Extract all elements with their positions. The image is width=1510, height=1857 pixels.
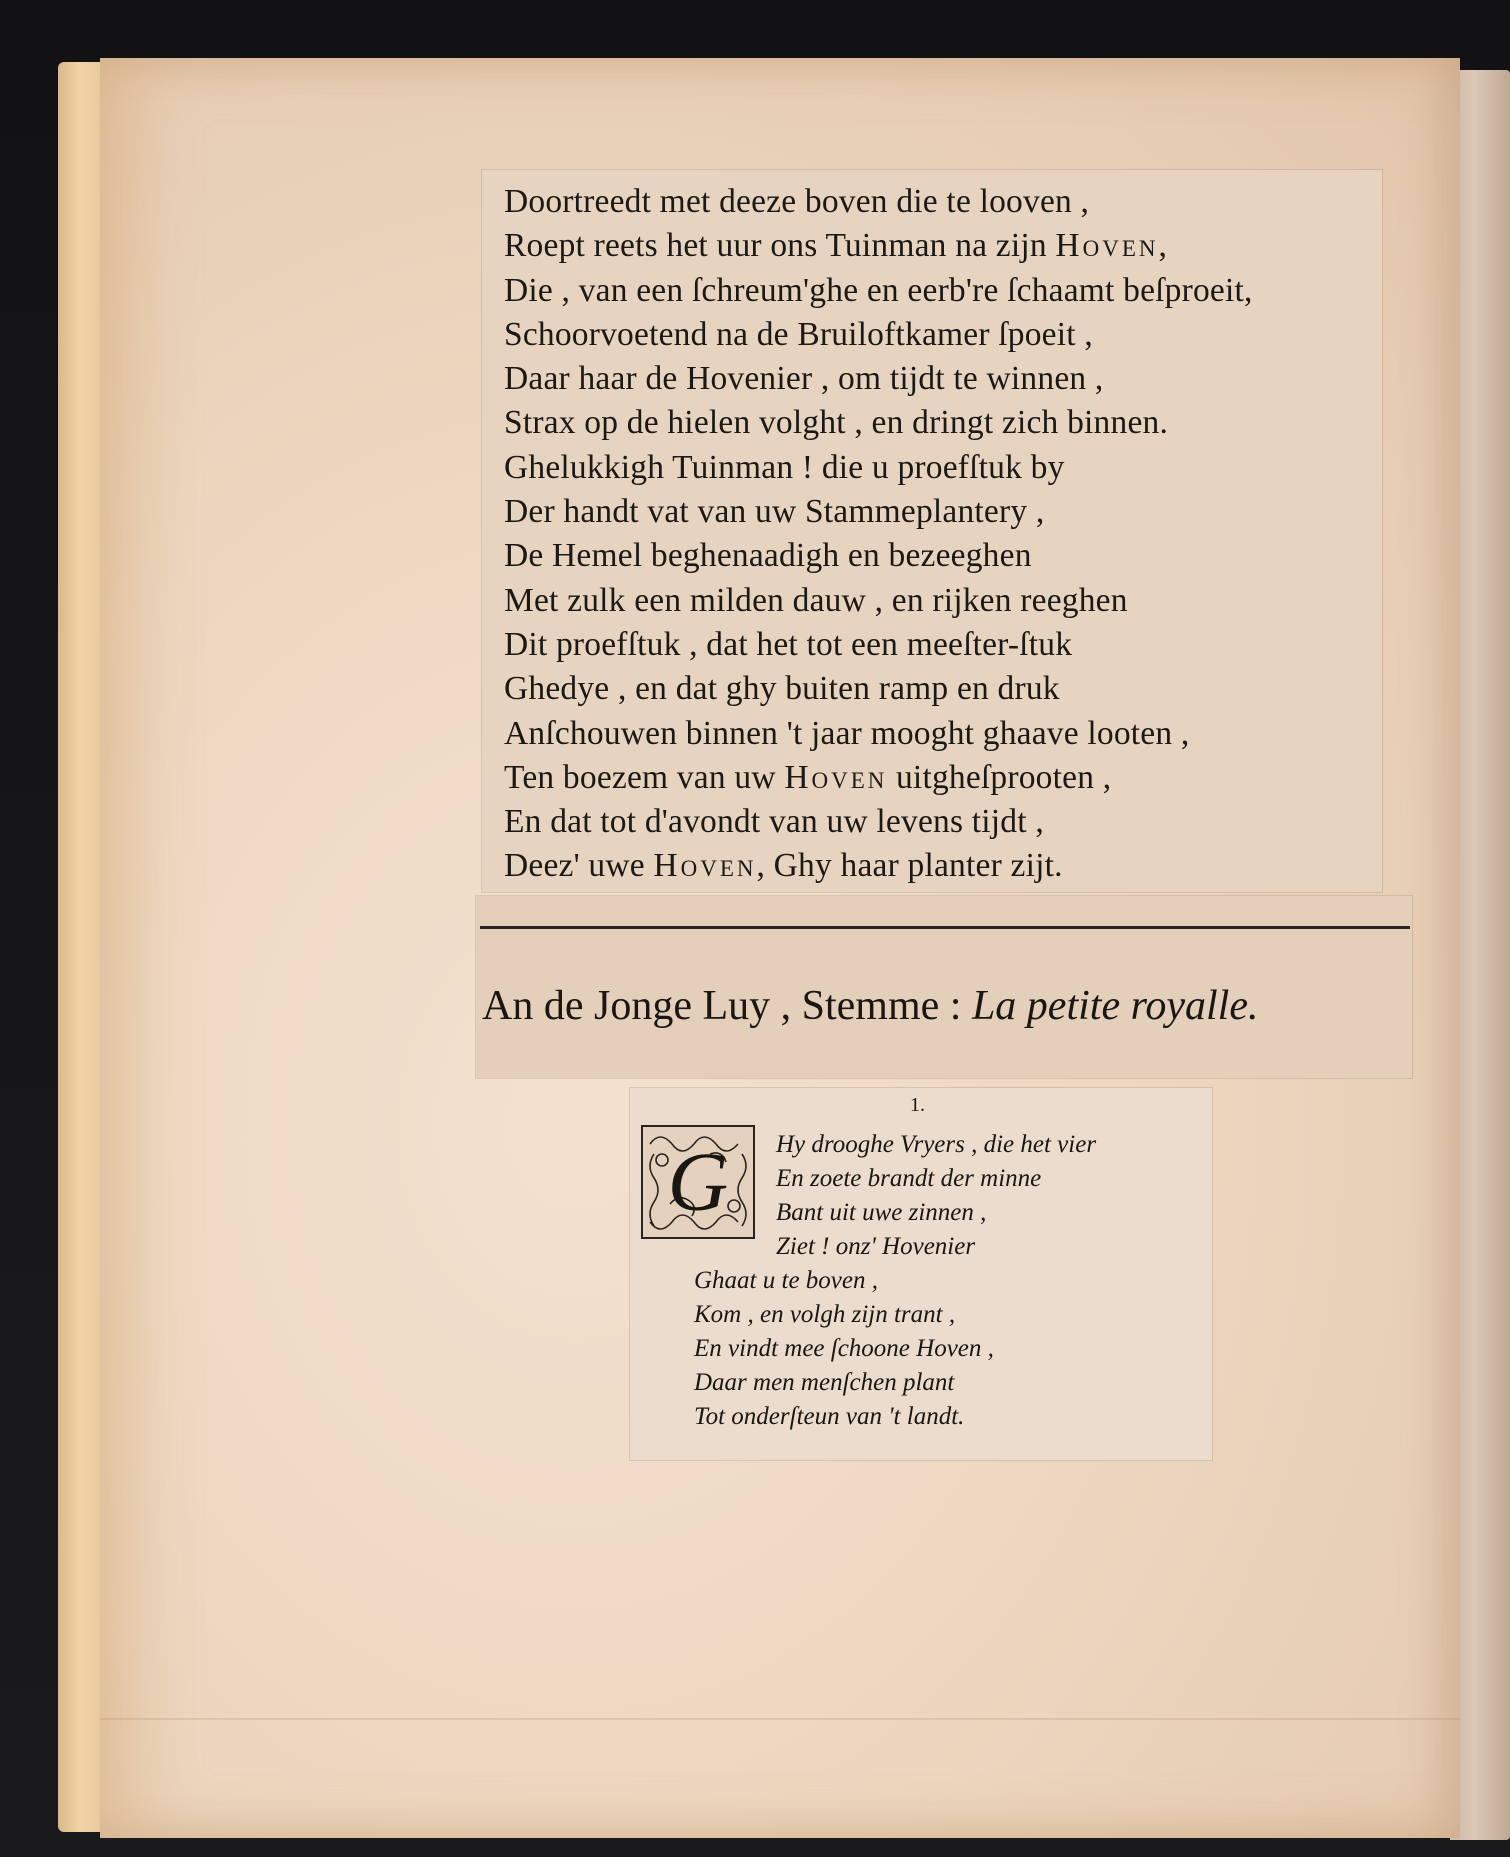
poem-line: De Hemel beghenaadigh en bezeeghen [504,537,1032,575]
poem-line: Schoorvoetend na de Bruiloftkamer ſpoeit , [504,315,1093,353]
poem-line: Dit proefſtuk , dat het tot een meeſter-ſtuk [504,625,1073,663]
poem-line: Daar haar de Hovenier , om tijdt te winnen , [504,360,1104,398]
song-heading [482,982,1412,1030]
small-caps-word: Hoven [1055,227,1159,265]
poem-line: Deez' uwe Hoven, Ghy haar planter zijt. [504,847,1063,885]
small-caps-word: Hoven [784,758,888,796]
poem-line: Roept reets het uur ons Tuinman na zijn Hoven, [504,227,1168,265]
page-crease [100,1718,1460,1720]
poem-line: En dat tot d'avondt van uw levens tijdt , [504,803,1044,841]
stanza-number: 1. [910,1094,925,1116]
tune-name: La petite royalle. [971,983,1259,1029]
poem-line: Anſchouwen binnen 't jaar mooght ghaave looten , [504,714,1190,752]
song-line: Tot onderſteun van 't landt. [694,1403,965,1430]
poem-line: Strax op de hielen volght , en dringt zich binnen. [504,404,1169,442]
svg-text:G: G [667,1136,729,1229]
poem-line: Die , van een ſchreum'ghe en eerb're ſchaamt beſproeit, [504,271,1253,309]
song-line: Ziet ! onz' Hovenier [776,1233,976,1260]
poem-line: Ten boezem van uw Hoven uitgheſprooten , [504,758,1112,796]
poem-line: Der handt vat van uw Stammeplantery , [504,493,1045,531]
song-line: Daar men menſchen plant [694,1369,955,1396]
song-line: En zoete brandt der minne [776,1165,1042,1192]
poem-line: Met zulk een milden dauw , en rijken reeghen [504,581,1128,619]
poem-line: Ghedye , en dat ghy buiten ramp en druk [504,670,1060,708]
song-line: Bant uit uwe zinnen , [776,1199,987,1226]
heading-text: An de Jonge Luy , Stemme : [482,983,972,1029]
poem-line: Ghelukkigh Tuinman ! die u proefſtuk by [504,448,1065,486]
decorated-initial [640,1124,756,1240]
poem-line: Doortreedt met deeze boven die te looven , [504,183,1090,220]
poem [504,180,1384,889]
section-rule [480,926,1410,929]
song-line: Kom , en volgh zijn trant , [694,1301,956,1328]
song-line: Hy drooghe Vryers , die het vier [776,1131,1097,1158]
song-line: En vindt mee ſchoone Hoven , [694,1335,994,1362]
small-caps-word: Hoven [653,847,757,885]
song-line: Ghaat u te boven , [694,1267,878,1294]
